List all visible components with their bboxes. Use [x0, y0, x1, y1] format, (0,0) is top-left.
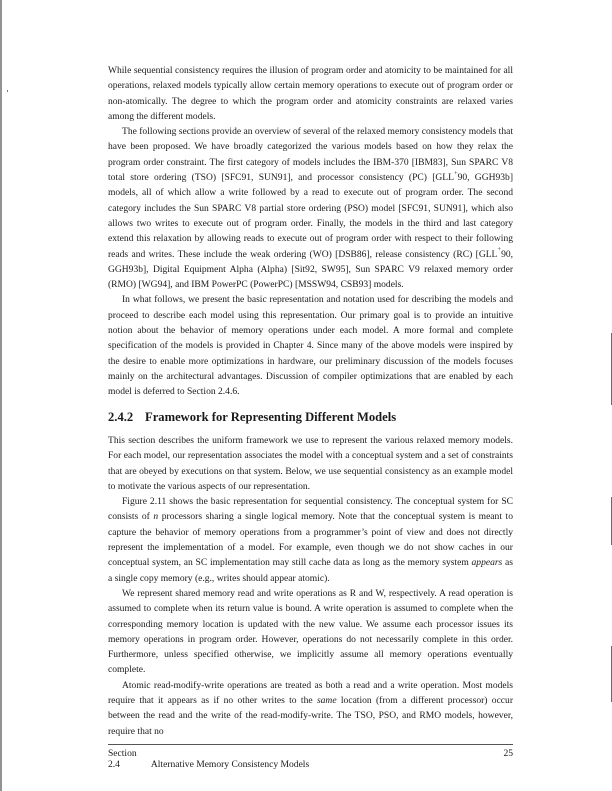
page-footer — [108, 748, 513, 770]
paragraph: The following sections provide an overview of several of the relaxed memory consistency models that have been proposed. We have broadly categorized the various models based on how they relax the program order constraint. The first category of models includes the IBM-370 [IBM83], Sun SPARC V8 total store ordering (TSO) [SFC91, SUN91], and processor consistency (PC) [GLL+90, GGH93b] models, all of which allow a write followed by a read to execute out of program order. The second category includes the Sun SPARC V8 partial store ordering (PSO) model [SFC91, SUN91], which also allows two writes to execute out of program order. Finally, the models in the third and last category extend this relaxation by allowing reads to execute out of program order with respect to their following reads and writes. These include the weak ordering (WO) [DSB86], release consistency (RC) [GLL+90, GGH93b], Digital Equipment Alpha (Alpha) [Sit92, SW95], Sun SPARC V9 relaxed memory order (RMO) [WG94], and IBM PowerPC (PowerPC) [MSSW94, CSB93] models. — [108, 126, 513, 291]
paragraph: This section describes the uniform framework we use to represent the various relaxed memory models. For each model, our representation associates the model with a conceptual system and a set of constraints that are obeyed by executions on that system. Below, we use sequential consistency as an example model to motivate the various aspects of our representation. — [108, 435, 513, 492]
section-number: 2.4.2 — [108, 410, 134, 424]
body-text-bottom — [108, 433, 513, 739]
footer-section-number: Section 2.4 — [108, 748, 137, 770]
paragraph: We represent shared memory read and write operations as R and W, respectively. A read operation is assumed to complete when its return value is bound. A write operation is assumed to complete when the corresponding memory location is updated with the new value. We assume each processor issues its memory operations in program order. However, operations do not necessarily complete in this order. Furthermore, unless specified otherwise, we implicitly assume all memory operations eventually complete. — [108, 587, 513, 676]
paragraph: Figure 2.11 shows the basic representation for sequential consistency. The conceptual system for SC consists of n processors sharing a single logical memory. Note that the conceptual system is meant to capture the behavior of memory operations from a programmer’s point of view and does not directly represent the implementation of a model. For example, even though we do not show caches in our conceptual system, an SC implementation may still cache data as long as the memory system appears as a single copy memory (e.g., writes should appear atomic). — [108, 496, 513, 584]
scan-speck — [7, 90, 8, 92]
paragraph: Atomic read-modify-write operations are treated as both a read and a write operation. Most models require that it appears as if no other writes to the same location (from a different processor) occur between the read and the write of the read-modify-write. The TSO, PSO, and RMO models, however, require that no — [108, 679, 513, 737]
page-number: 25 — [503, 748, 513, 759]
body-text-top — [108, 63, 513, 400]
scan-edge — [0, 0, 2, 791]
section-heading — [108, 410, 396, 425]
footer-section-title: Alternative Memory Consistency Models — [150, 759, 310, 770]
paragraph: While sequential consistency requires the illusion of program order and atomicity to be maintained for all operations, relaxed models typically allow certain memory operations to execute out of program order or non-atomically. The degree to which the program order and atomicity constraints are relaxed varies among the different models. — [108, 65, 513, 122]
paragraph: In what follows, we present the basic representation and notation used for describing the models and proceed to describe each model using this representation. Our primary goal is to provide an intuitive notion about the behavior of memory operations under each model. A more formal and complete specification of the models is provided in Chapter 4. Since many of the above models were inspired by the desire to enable more optimizations in hardware, our preliminary discussion of the models focuses mainly on the architectural advantages. Discussion of compiler optimizations that are enabled by each model is deferred to Section 2.4.6. — [108, 294, 513, 398]
section-title: Framework for Representing Different Models — [145, 410, 397, 424]
footer-rule — [108, 744, 513, 745]
